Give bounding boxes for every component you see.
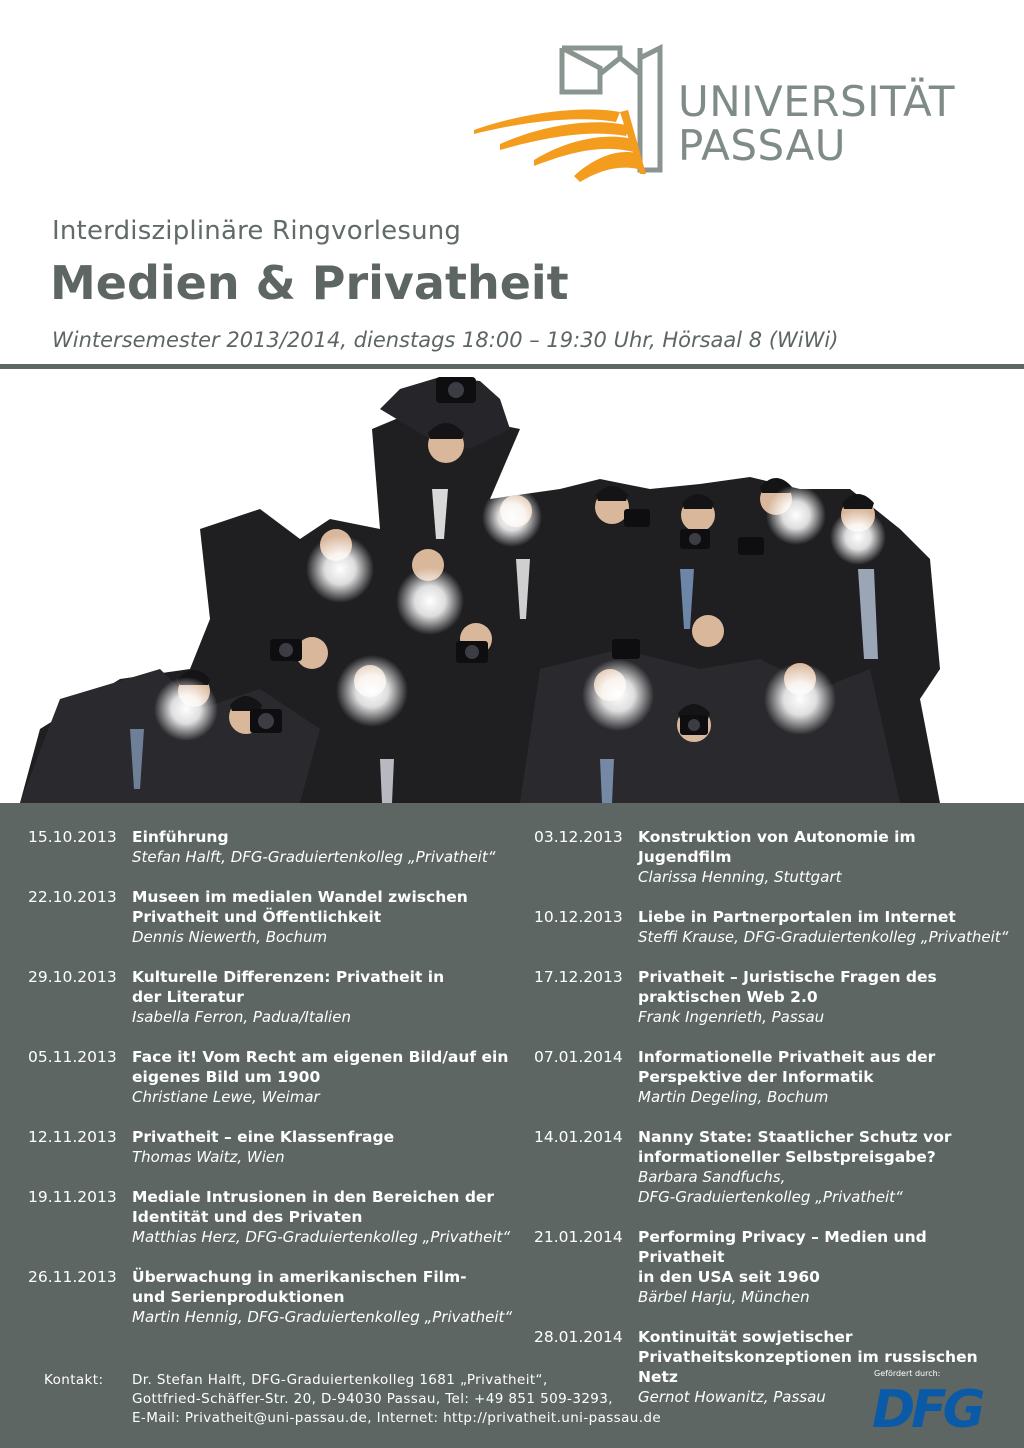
university-name-line1: UNIVERSITÄT	[678, 77, 956, 126]
lecture-speaker: Martin Hennig, DFG-Graduiertenkolleg „Privatheit“	[132, 1308, 513, 1326]
lecture-details	[132, 967, 528, 1027]
university-name	[678, 77, 956, 170]
lecture-topic: Privatheit und Öffentlichkeit	[132, 908, 382, 926]
lecture-entry	[534, 827, 1014, 887]
lecture-topic: Kontinuität sowjetischer	[638, 1328, 853, 1346]
lecture-topic: informationeller Selbstpreisgabe?	[638, 1148, 936, 1166]
lecture-entry	[28, 1267, 528, 1327]
lecture-speaker: Dennis Niewerth, Bochum	[132, 928, 328, 946]
lecture-topic: Kulturelle Differenzen: Privatheit in	[132, 968, 445, 986]
lecture-entry	[534, 1047, 1014, 1107]
lecture-speaker: Clarissa Henning, Stuttgart	[638, 868, 842, 886]
lecture-entry	[534, 1127, 1014, 1207]
lecture-topic: praktischen Web 2.0	[638, 988, 818, 1006]
lecture-details	[132, 827, 528, 867]
lecture-entry	[534, 907, 1014, 947]
schedule-column-left	[28, 827, 528, 1347]
lecture-date: 21.01.2014	[534, 1228, 623, 1246]
lecture-speaker: Thomas Waitz, Wien	[132, 1148, 285, 1166]
lecture-topic: Nanny State: Staatlicher Schutz vor	[638, 1128, 952, 1146]
lecture-entry	[28, 827, 528, 867]
lecture-speaker: Frank Ingenrieth, Passau	[638, 1008, 825, 1026]
lecture-date: 22.10.2013	[28, 888, 117, 906]
photographers-photo	[0, 369, 1024, 803]
lecture-date: 28.01.2014	[534, 1328, 623, 1346]
lecture-date: 03.12.2013	[534, 828, 623, 846]
semester-info: Wintersemester 2013/2014, dienstags 18:00 – 19:30 Uhr, Hörsaal 8 (WiWi)	[52, 328, 839, 352]
lecture-details	[132, 887, 528, 947]
lecture-speaker: Gernot Howanitz, Passau	[638, 1388, 826, 1406]
lecture-topic: Performing Privacy – Medien und Privatheit	[638, 1228, 927, 1266]
lecture-details	[132, 1187, 528, 1247]
lecture-speaker: Martin Degeling, Bochum	[638, 1088, 829, 1106]
university-name-line2: PASSAU	[678, 121, 846, 170]
lecture-speaker: Stefan Halft, DFG-Graduiertenkolleg „Privatheit“	[132, 848, 496, 866]
lecture-topic: Konstruktion von Autonomie im Jugendfilm	[638, 828, 916, 866]
lecture-topic: Face it! Vom Recht am eigenen Bild/auf ein	[132, 1048, 509, 1066]
contact-info	[132, 1371, 661, 1428]
contact-label: Kontakt:	[44, 1372, 104, 1388]
lecture-entry	[28, 1047, 528, 1107]
lecture-date: 26.11.2013	[28, 1268, 117, 1286]
lecture-topic: Liebe in Partnerportalen im Internet	[638, 908, 956, 926]
lecture-topic: eigenes Bild um 1900	[132, 1068, 321, 1086]
photographers-image	[0, 369, 1024, 803]
lecture-date: 10.12.2013	[534, 908, 623, 926]
lecture-speaker: Matthias Herz, DFG-Graduiertenkolleg „Privatheit“	[132, 1228, 511, 1246]
lecture-speaker: Isabella Ferron, Padua/Italien	[132, 1008, 351, 1026]
lecture-topic: Privatheit – Juristische Fragen des	[638, 968, 937, 986]
lecture-topic: Einführung	[132, 828, 229, 846]
lecture-details	[638, 907, 1014, 947]
university-logo	[470, 44, 990, 184]
lecture-topic: und Serienproduktionen	[132, 1288, 345, 1306]
lecture-speaker: Barbara Sandfuchs,	[638, 1168, 786, 1186]
lecture-details	[638, 967, 1014, 1027]
lecture-date: 07.01.2014	[534, 1048, 623, 1066]
contact-line: Gottfried-Schäffer-Str. 20, D-94030 Passau, Tel: +49 851 509-3293,	[132, 1391, 613, 1407]
lecture-topic: Perspektive der Informatik	[638, 1068, 874, 1086]
lecture-details	[638, 1227, 1014, 1307]
lecture-date: 19.11.2013	[28, 1188, 117, 1206]
dfg-logo-icon	[872, 1381, 996, 1431]
page-title: Medien & Privatheit	[50, 256, 569, 310]
lecture-topic: Museen im medialen Wandel zwischen	[132, 888, 468, 906]
lecture-details	[132, 1047, 528, 1107]
funded-by-label: Gefördert durch:	[874, 1369, 941, 1378]
lecture-details	[132, 1267, 528, 1327]
lecture-topic: Privatheit – eine Klassenfrage	[132, 1128, 395, 1146]
lecture-date: 29.10.2013	[28, 968, 117, 986]
lecture-details	[638, 1047, 1014, 1107]
lecture-topic: Mediale Intrusionen in den Bereichen der	[132, 1188, 495, 1206]
dfg-logo-text: DFG	[872, 1381, 982, 1431]
lecture-entry	[28, 1187, 528, 1247]
lecture-topic: Privatheitskonzeptionen im russischen Netz	[638, 1348, 978, 1386]
lecture-topic: Informationelle Privatheit aus der	[638, 1048, 936, 1066]
lecture-date: 14.01.2014	[534, 1128, 623, 1146]
event-series-subtitle: Interdisziplinäre Ringvorlesung	[52, 216, 462, 246]
university-emblem-icon	[470, 44, 670, 184]
lecture-entry	[28, 967, 528, 1027]
lecture-details	[638, 1127, 1014, 1207]
lecture-speaker: Christiane Lewe, Weimar	[132, 1088, 320, 1106]
contact-line: E-Mail: Privatheit@uni-passau.de, Internet: http://privatheit.uni-passau.de	[132, 1410, 662, 1426]
lecture-entry	[28, 887, 528, 947]
lecture-speaker: Bärbel Harju, München	[638, 1288, 810, 1306]
lecture-topic: der Literatur	[132, 988, 244, 1006]
lecture-date: 15.10.2013	[28, 828, 117, 846]
lecture-entry	[534, 1227, 1014, 1307]
lecture-details	[638, 827, 1014, 887]
lecture-topic: in den USA seit 1960	[638, 1268, 820, 1286]
lecture-entry	[28, 1127, 528, 1167]
lecture-date: 12.11.2013	[28, 1128, 117, 1146]
lecture-details	[132, 1127, 528, 1167]
lecture-date: 05.11.2013	[28, 1048, 117, 1066]
schedule-column-right	[534, 827, 1014, 1427]
lecture-entry	[534, 967, 1014, 1027]
lecture-speaker: DFG-Graduiertenkolleg „Privatheit“	[638, 1188, 903, 1206]
lecture-topic: Identität und des Privaten	[132, 1208, 363, 1226]
schedule-panel	[0, 803, 1024, 1448]
lecture-topic: Überwachung in amerikanischen Film-	[132, 1268, 467, 1286]
lecture-speaker: Steffi Krause, DFG-Graduiertenkolleg „Privatheit“	[638, 928, 1009, 946]
lecture-date: 17.12.2013	[534, 968, 623, 986]
contact-line: Dr. Stefan Halft, DFG-Graduiertenkolleg 1681 „Privatheit“,	[132, 1372, 548, 1388]
